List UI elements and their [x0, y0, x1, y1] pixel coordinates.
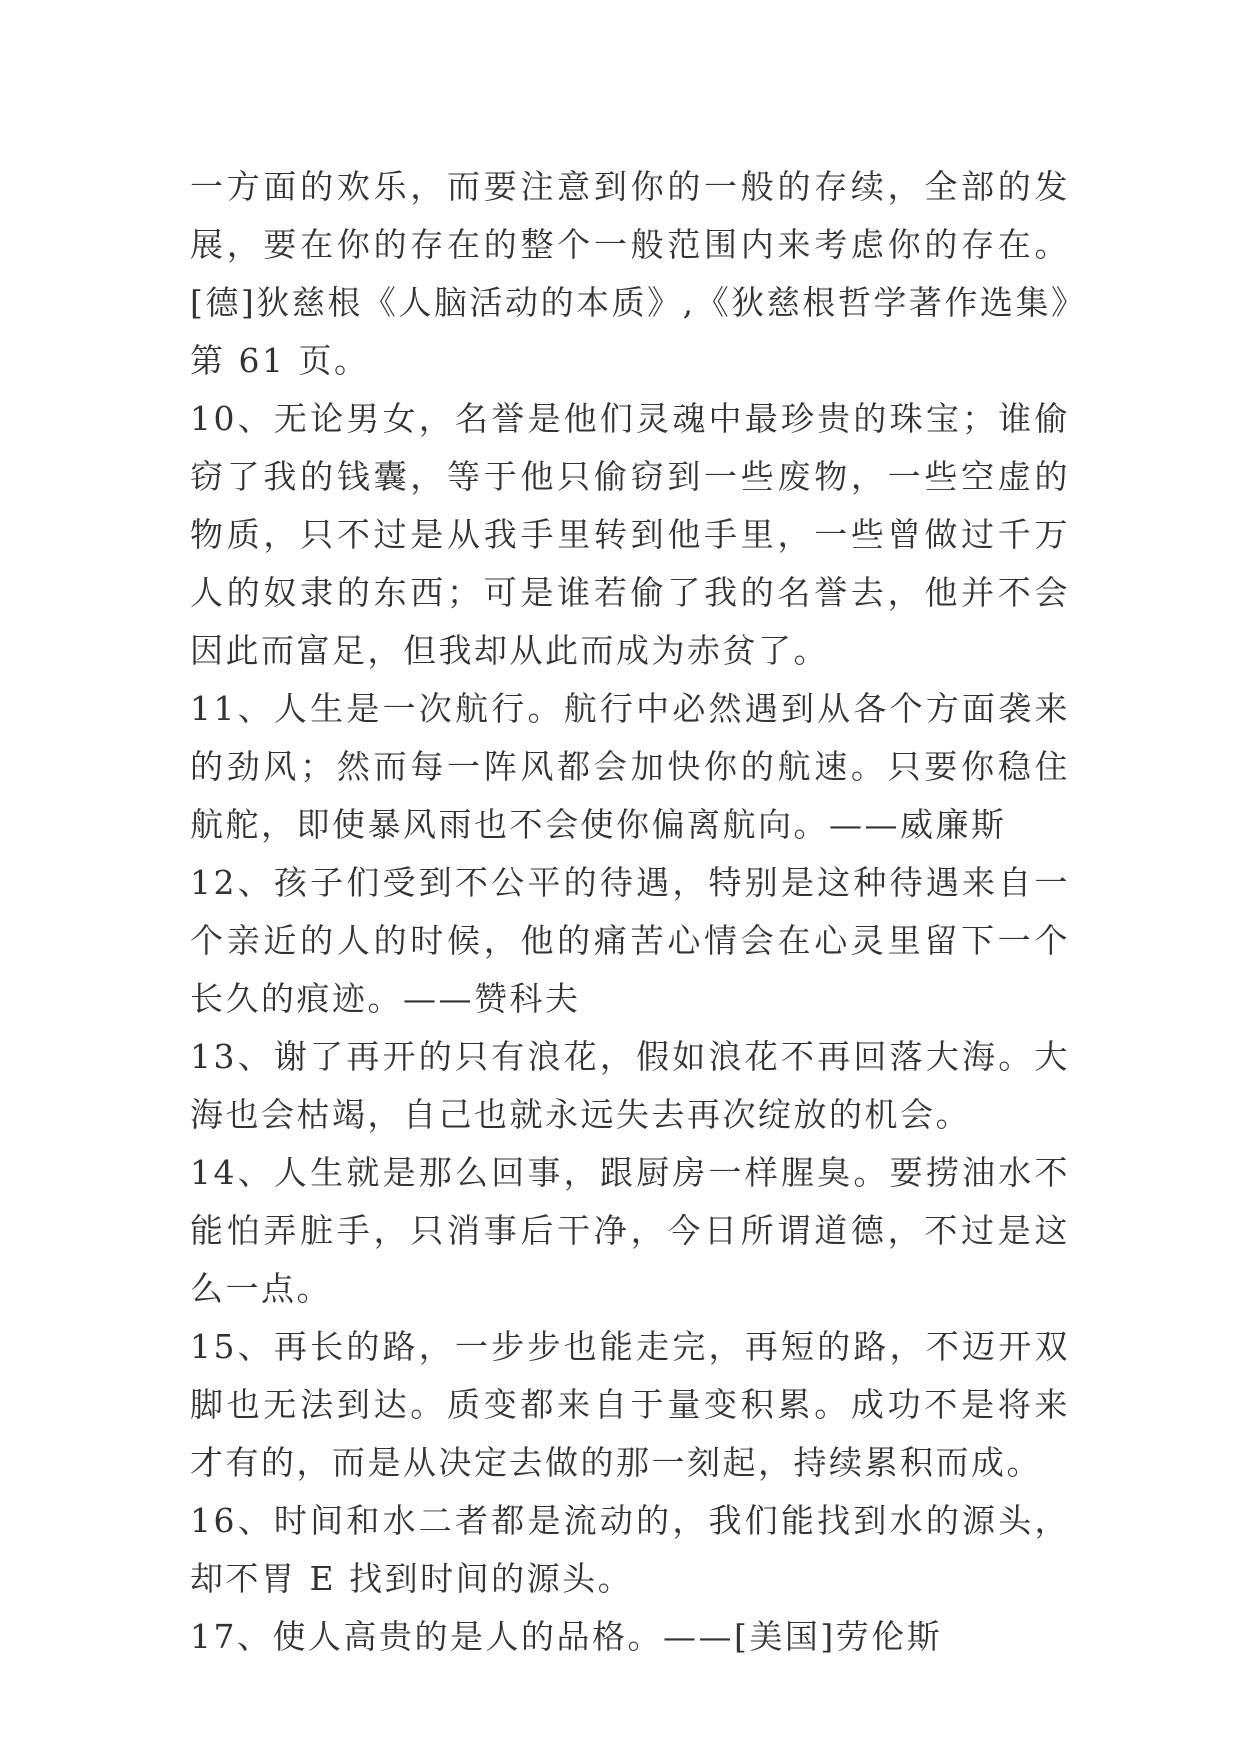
quote-10: 10、无论男女，名誉是他们灵魂中最珍贵的珠宝；谁偷窃了我的钱囊，等于他只偷窃到一些废物，一些空虚的物质，只不过是从我手里转到他手里，一些曾做过千万人的奴隶的东西；可是谁若偷了我的名誉去，他并不会因此而富足，但我却从此而成为赤贫了。 [190, 399, 1070, 670]
quote-17: 17、使人高贵的是人的品格。——[美国]劳伦斯 [190, 1617, 943, 1656]
quote-13: 13、谢了再开的只有浪花，假如浪花不再回落大海。大海也会枯竭，自己也就永远失去再次绽放的机会。 [190, 1037, 1070, 1134]
quote-16: 16、时间和水二者都是流动的，我们能找到水的源头，却不胃 E 找到时间的源头。 [190, 1501, 1070, 1598]
quote-12: 12、孩子们受到不公平的待遇，特别是这种待遇来自一个亲近的人的时候，他的痛苦心情会在心灵里留下一个长久的痕迹。——赞科夫 [190, 863, 1070, 1018]
quote-11: 11、人生是一次航行。航行中必然遇到从各个方面袭来的劲风；然而每一阵风都会加快你的航速。只要你稳住航舵，即使暴风雨也不会使你偏离航向。——威廉斯 [190, 689, 1070, 844]
paragraph-continuation: 一方面的欢乐，而要注意到你的一般的存续，全部的发展，要在你的存在的整个一般范围内来考虑你的存在。[德]狄慈根《人脑活动的本质》,《狄慈根哲学著作选集》第 61 页。 [190, 167, 1070, 380]
quote-14: 14、人生就是那么回事，跟厨房一样腥臭。要捞油水不能怕弄脏手，只消事后干净，今日所谓道德，不过是这么一点。 [190, 1153, 1070, 1308]
quote-15: 15、再长的路，一步步也能走完，再短的路，不迈开双脚也无法到达。质变都来自于量变积累。成功不是将来才有的，而是从决定去做的那一刻起，持续累积而成。 [190, 1327, 1070, 1482]
document-body [190, 158, 1070, 1666]
